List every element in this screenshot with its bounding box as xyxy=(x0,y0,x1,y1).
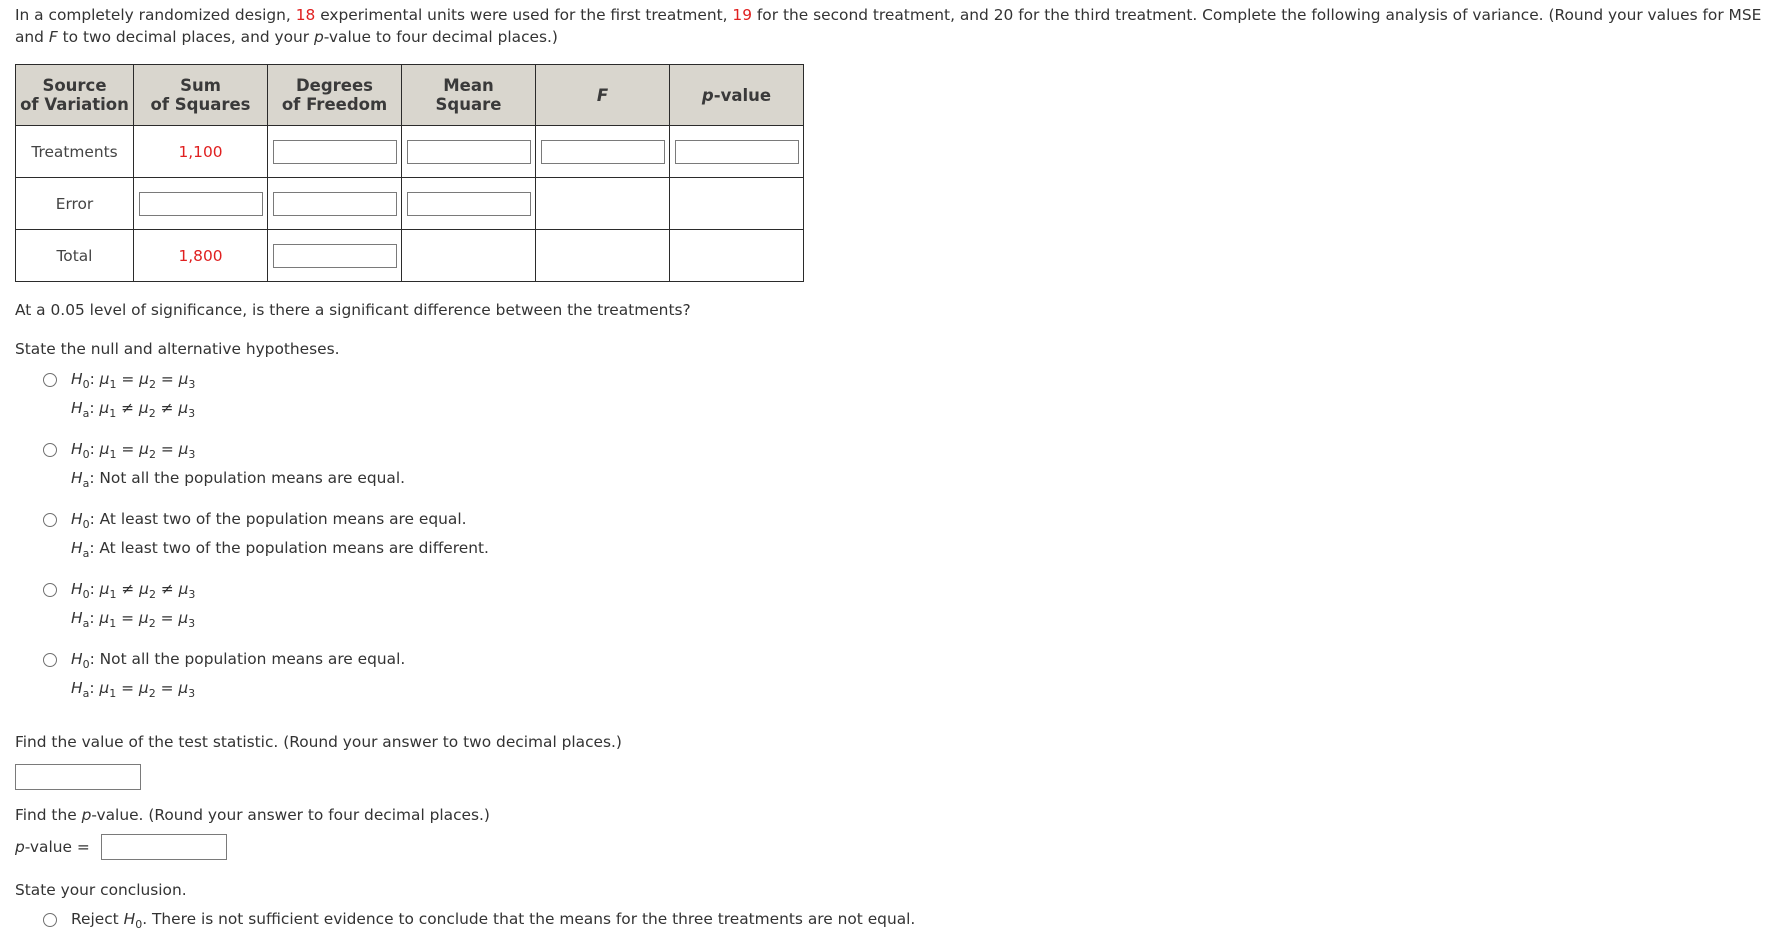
header-p-value: p-value xyxy=(670,65,804,126)
empty-cell xyxy=(402,230,536,282)
df-total-input[interactable] xyxy=(273,244,397,268)
h0-line: $H_0$: At least two of the population means are equal. xyxy=(71,510,467,531)
radio-button[interactable] xyxy=(43,443,57,457)
row-label-treatments: Treatments xyxy=(16,126,134,178)
ss-error-input[interactable] xyxy=(139,192,263,216)
anova-header-row xyxy=(16,65,804,126)
row-label-error: Error xyxy=(16,178,134,230)
conclusion-question: State your conclusion. xyxy=(15,881,187,899)
row-label-total: Total xyxy=(16,230,134,282)
p-value-input[interactable] xyxy=(101,834,227,860)
n2-value: 19 xyxy=(732,6,752,24)
row-total xyxy=(16,230,804,282)
h0-line: $H_0$: $\mu_1 = \mu_2 = \mu_3$ xyxy=(71,440,196,461)
row-treatments xyxy=(16,126,804,178)
ms-treatments-input[interactable] xyxy=(407,140,531,164)
h0-line: $H_0$: Not all the population means are equal. xyxy=(71,650,406,671)
p-value-label: p-value = xyxy=(15,838,90,856)
anova-table xyxy=(15,64,804,282)
h0-line: $H_0$: $\mu_1 = \mu_2 = \mu_3$ xyxy=(71,370,196,391)
empty-cell xyxy=(670,230,804,282)
f-input[interactable] xyxy=(541,140,665,164)
ha-line: $H_a$: Not all the population means are equal. xyxy=(71,469,406,490)
empty-cell xyxy=(536,230,670,282)
ha-line: $H_a$: $\mu_1 = \mu_2 = \mu_3$ xyxy=(71,679,196,700)
header-mean-square: Mean Square xyxy=(402,65,536,126)
test-statistic-question: Find the value of the test statistic. (Round your answer to two decimal places.) xyxy=(15,733,622,751)
empty-cell xyxy=(536,178,670,230)
df-treatments-input[interactable] xyxy=(273,140,397,164)
p-value-question: Find the p-value. (Round your answer to four decimal places.) xyxy=(15,806,490,824)
radio-button[interactable] xyxy=(43,653,57,667)
ha-line: $H_a$: At least two of the population means are different. xyxy=(71,539,489,560)
ha-line: $H_a$: $\mu_1 \ne \mu_2 \ne \mu_3$ xyxy=(71,399,196,420)
ss-treatments-value: 1,100 xyxy=(134,126,268,178)
hypotheses-question: State the null and alternative hypotheses. xyxy=(15,340,340,358)
significance-question: At a 0.05 level of significance, is there a significant difference between the treatments? xyxy=(15,301,691,319)
problem-statement: In a completely randomized design, 18 experimental units were used for the first treatment, 19 for the second treatment, and 20 for the third treatment. Complete the following analysis of variance. (Round your values for MSE and F to two decimal places, and your p-value to four decimal places.) xyxy=(15,6,1762,46)
n1-value: 18 xyxy=(295,6,316,24)
h0-line: $H_0$: $\mu_1 \ne \mu_2 \ne \mu_3$ xyxy=(71,580,196,601)
p-value-table-input[interactable] xyxy=(675,140,799,164)
ha-line: $H_a$: $\mu_1 = \mu_2 = \mu_3$ xyxy=(71,609,196,630)
df-error-input[interactable] xyxy=(273,192,397,216)
header-f: F xyxy=(536,65,670,126)
radio-button[interactable] xyxy=(43,373,57,387)
radio-button[interactable] xyxy=(43,913,57,927)
header-sum-of-squares: Sum of Squares xyxy=(134,65,268,126)
ss-total-value: 1,800 xyxy=(134,230,268,282)
header-degrees-of-freedom: Degrees of Freedom xyxy=(268,65,402,126)
header-source: Source of Variation xyxy=(16,65,134,126)
radio-button[interactable] xyxy=(43,583,57,597)
conclusion-option-text: Reject $H_0$. There is not sufficient evidence to conclude that the means for the three treatments are not equal. xyxy=(71,910,916,931)
empty-cell xyxy=(670,178,804,230)
row-error xyxy=(16,178,804,230)
ms-error-input[interactable] xyxy=(407,192,531,216)
radio-button[interactable] xyxy=(43,513,57,527)
test-statistic-input[interactable] xyxy=(15,764,141,790)
